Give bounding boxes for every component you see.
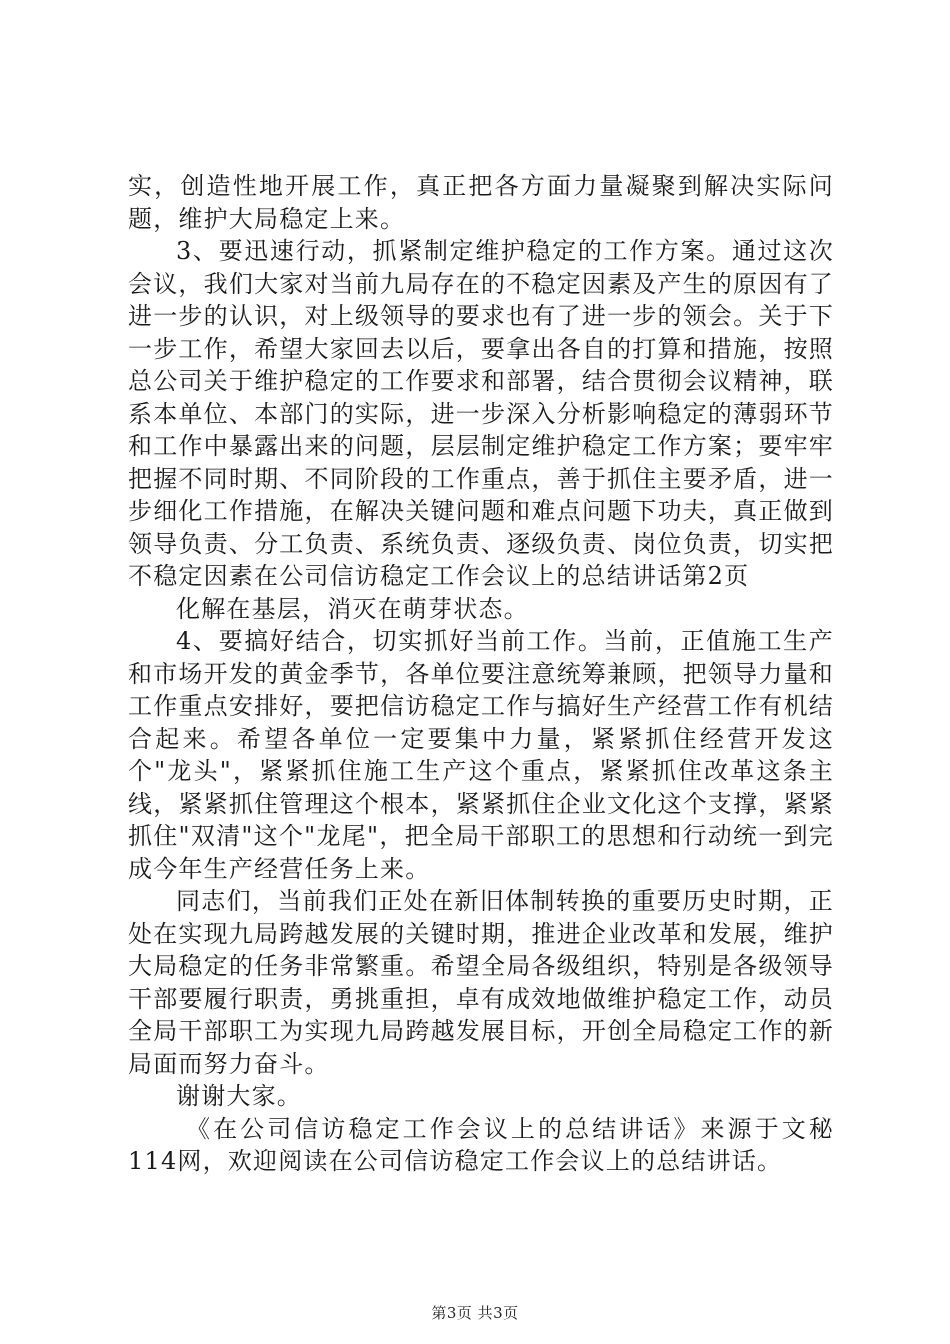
paragraph-source-note: 《在公司信访稳定工作会议上的总结讲话》来源于文秘114网，欢迎阅读在公司信访稳定工作会议上的总结讲话。 xyxy=(128,1114,834,1175)
paragraph-closing: 同志们，当前我们正处在新旧体制转换的重要历史时期，正处在实现九局跨越发展的关键时期，推进企业改革和发展，维护大局稳定的任务非常繁重。希望全局各级组织，特别是各级领导干部要履行职责，勇挑重担，卓有成效地做维护稳定工作，动员全局干部职工为实现九局跨越发展目标，开创全局稳定工作的新局面而努力奋斗。 xyxy=(128,887,834,1078)
document-body xyxy=(128,170,834,1178)
paragraph-item-4: 4、要搞好结合，切实抓好当前工作。当前，正值施工生产和市场开发的黄金季节，各单位要注意统筹兼顾，把领导力量和工作重点安排好，要把信访稳定工作与搞好生产经营工作有机结合起来。希望各单位一定要集中力量，紧紧抓住经营开发这个"龙头"，紧紧抓住施工生产这个重点，紧紧抓住改革这条主线，紧紧抓住管理这个根本，紧紧抓住企业文化这个支撑，紧紧抓住"双清"这个"龙尾"，把全局干部职工的思想和行动统一到完成今年生产经营任务上来。 xyxy=(128,627,834,883)
paragraph-thanks: 谢谢大家。 xyxy=(176,1082,302,1110)
page-number-footer: 第3页 共3页 xyxy=(431,1304,519,1322)
paragraph-continuation: 实，创造性地开展工作，真正把各方面力量凝聚到解决实际问题，维护大局稳定上来。 xyxy=(128,172,834,233)
paragraph-item-3: 3、要迅速行动，抓紧制定维护稳定的工作方案。通过这次会议，我们大家对当前九局存在的不稳定因素及产生的原因有了进一步的认识，对上级领导的要求也有了进一步的领会。关于下一步工作，希望大家回去以后，要拿出各自的打算和措施，按照总公司关于维护稳定的工作要求和部署，结合贯彻会议精神，联系本单位、本部门的实际，进一步深入分析影响稳定的薄弱环节和工作中暴露出来的问题，层层制定维护稳定工作方案；要牢牢把握不同时期、不同阶段的工作重点，善于抓住主要矛盾，进一步细化工作措施，在解决关键问题和难点问题下功夫，真正做到领导负责、分工负责、系统负责、逐级负责、岗位负责，切实把不稳定因素在公司信访稳定工作会议上的总结讲话第2页 xyxy=(128,237,834,590)
paragraph-item-3-continued: 化解在基层，消灭在萌芽状态。 xyxy=(176,594,529,623)
